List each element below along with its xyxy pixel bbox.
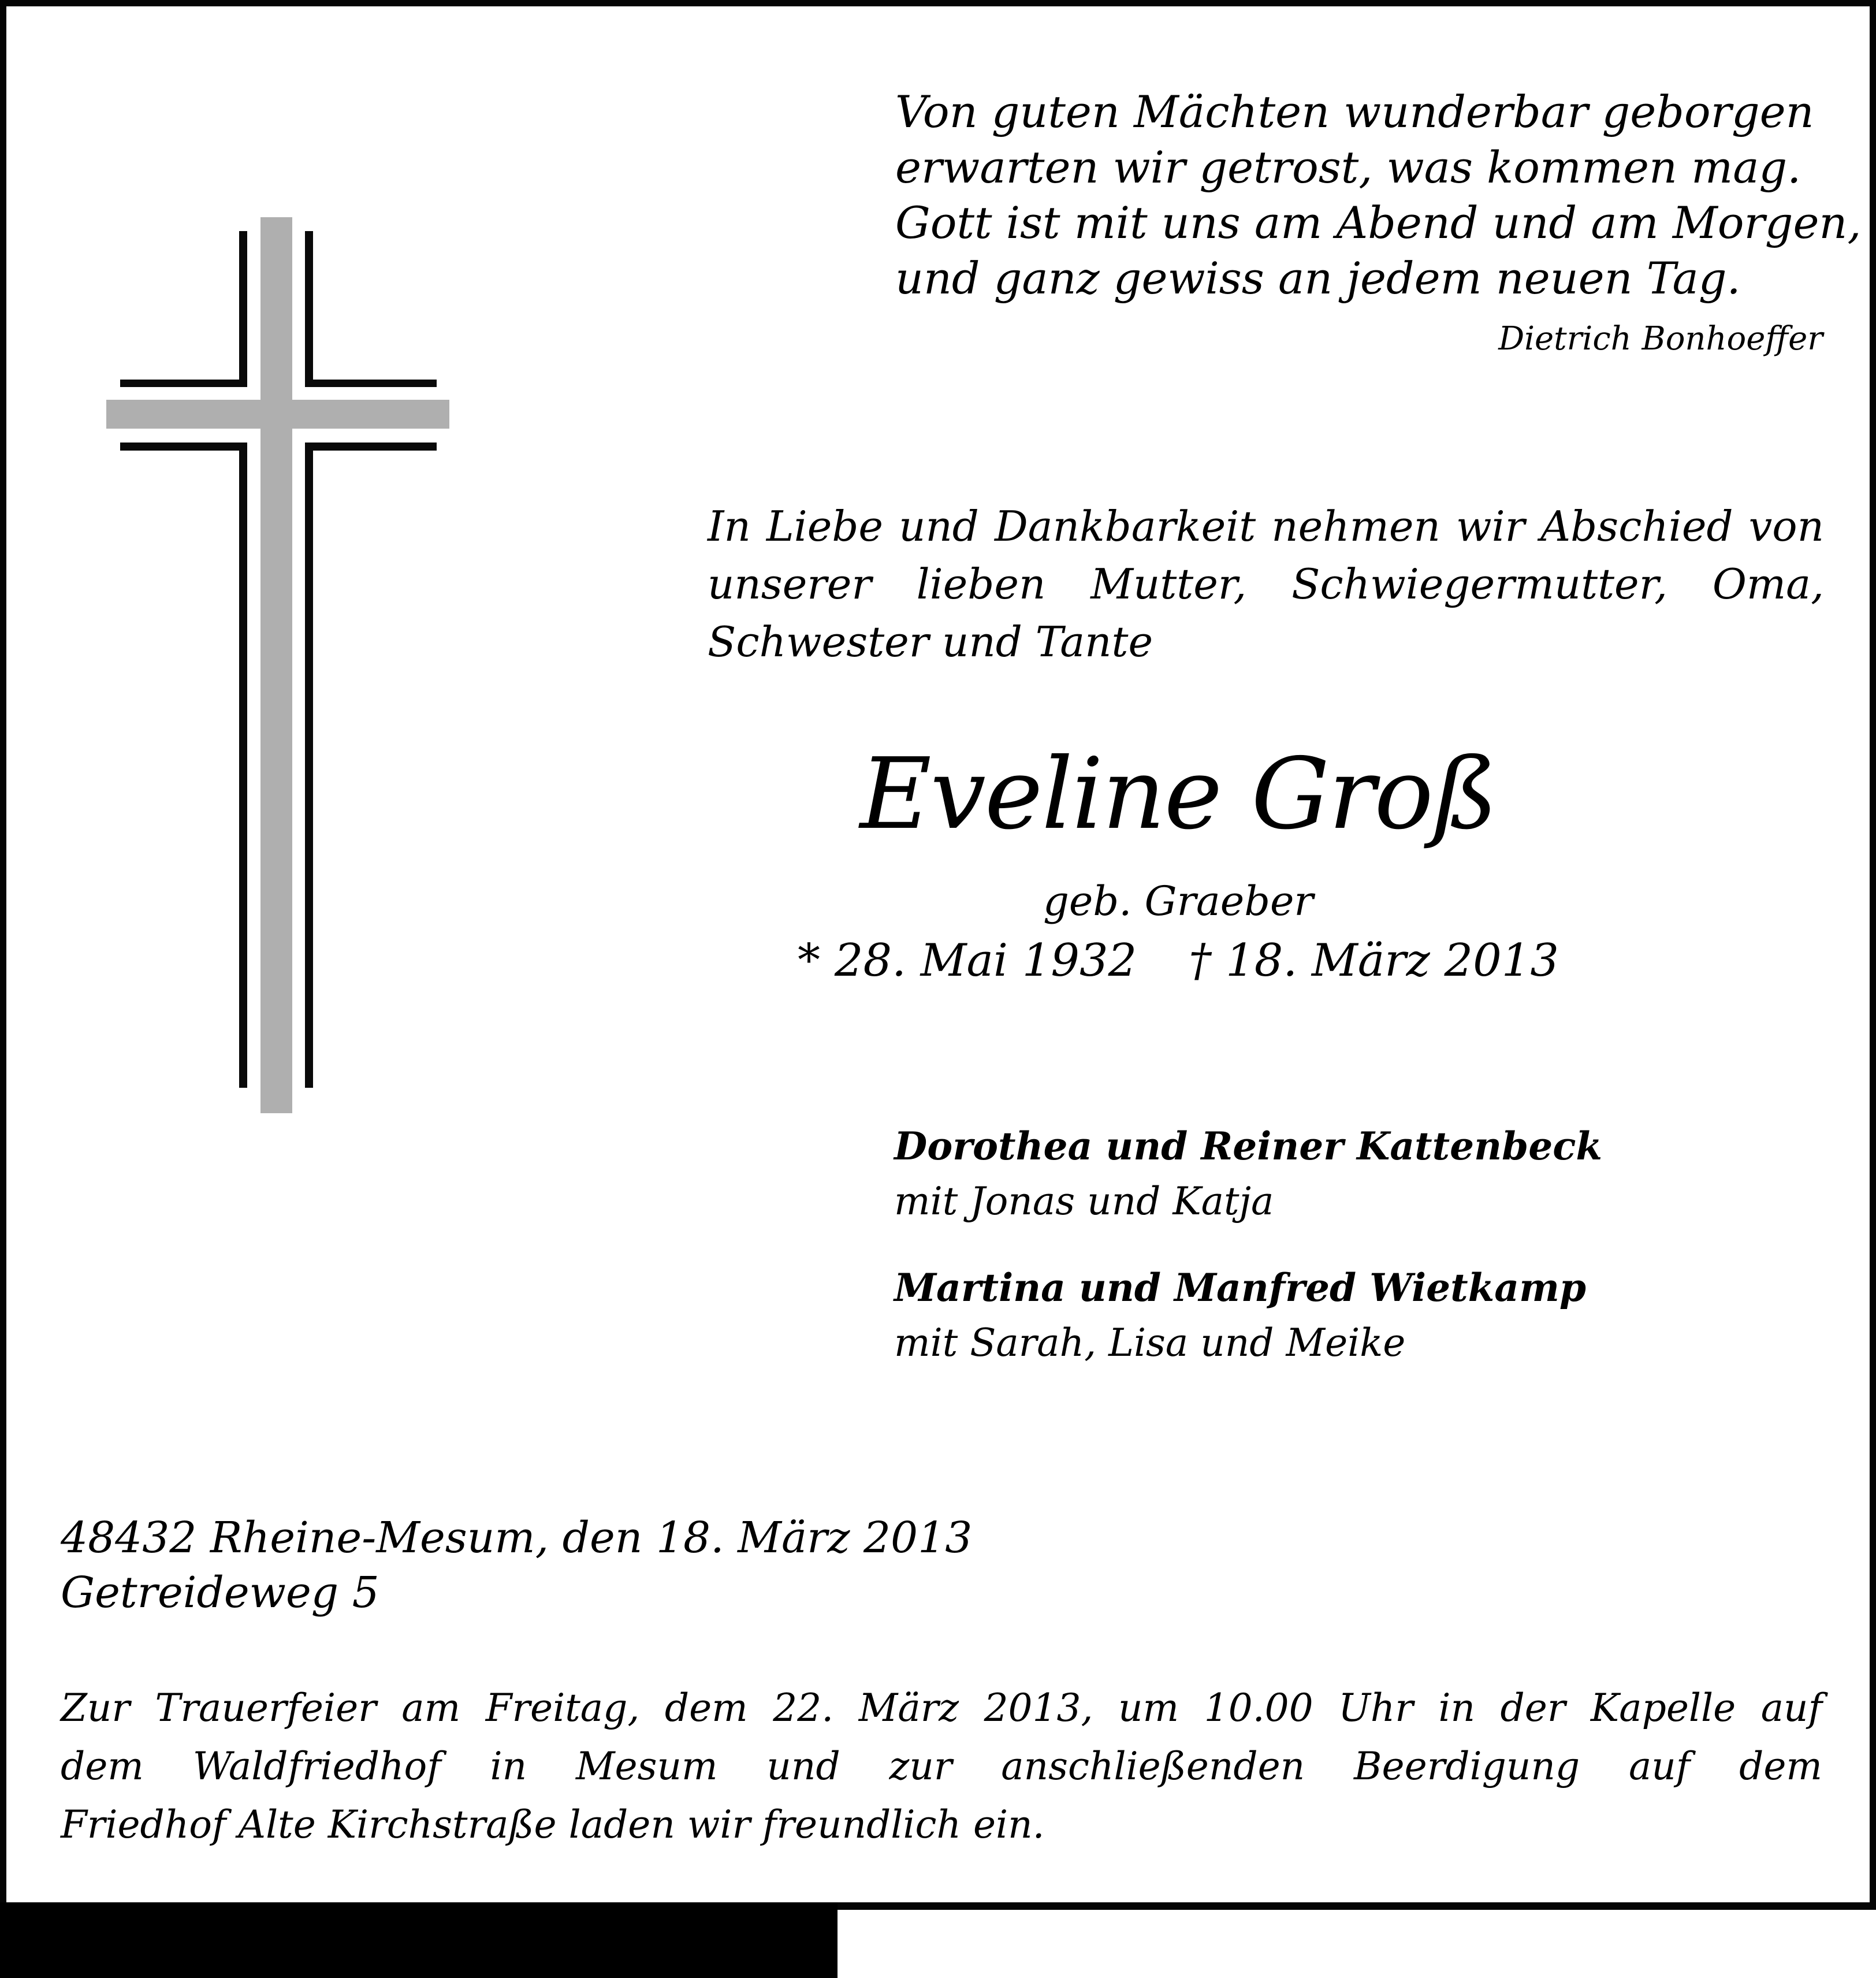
poem — [895, 84, 1862, 306]
life-dates — [798, 934, 1559, 988]
funeral-line: Friedhof Alte Kirchstraße laden wir freundlich ein. — [61, 1802, 1045, 1847]
poem-line: und ganz gewiss an jedem neuen Tag. — [895, 252, 1741, 304]
address-line: 48432 Rheine-Mesum, den 18. März 2013 — [61, 1513, 973, 1563]
mourner-children: mit Jonas und Katja — [894, 1179, 1274, 1224]
mourner-names: Martina und Manfred Wietkamp — [894, 1265, 1587, 1310]
mourner-children: mit Sarah, Lisa und Meike — [894, 1321, 1406, 1365]
adjacent-notice-fragment — [0, 1902, 838, 1978]
mourner-names: Dorothea und Reiner Kattenbeck — [894, 1124, 1603, 1169]
mourners-list — [894, 1119, 1602, 1370]
memorial-cross-icon — [106, 217, 449, 1113]
poem-line: erwarten wir getrost, was kommen mag. — [895, 142, 1801, 193]
intro-line: In Liebe und Dankbarkeit nehmen wir Abschied von — [708, 502, 1824, 551]
maiden-name: geb. Graeber — [1043, 878, 1313, 925]
mourner-group — [894, 1261, 1602, 1370]
intro-line: Schwester und Tante — [708, 618, 1153, 666]
intro-line: unserer lieben Mutter, Schwiegermutter, Oma, — [708, 560, 1824, 608]
poem-line: Von guten Mächten wunderbar geborgen — [895, 86, 1814, 137]
deceased-name: Eveline Groß — [859, 737, 1497, 852]
address-block — [61, 1511, 972, 1620]
funeral-line: Zur Trauerfeier am Freitag, dem 22. März 2013, um 10.00 Uhr in der Kapelle auf — [61, 1686, 1822, 1730]
birth-date: * 28. Mai 1932 — [798, 935, 1137, 987]
intro-paragraph — [708, 497, 1824, 671]
address-line: Getreideweg 5 — [61, 1568, 379, 1618]
mourner-group — [894, 1119, 1602, 1229]
poem-attribution: Dietrich Bonhoeffer — [1498, 320, 1823, 358]
death-date: † 18. März 2013 — [1189, 935, 1559, 987]
funeral-paragraph — [61, 1679, 1822, 1854]
funeral-line: dem Waldfriedhof in Mesum und zur anschließenden Beerdigung auf dem — [61, 1744, 1822, 1789]
poem-line: Gott ist mit uns am Abend und am Morgen, — [895, 197, 1862, 248]
